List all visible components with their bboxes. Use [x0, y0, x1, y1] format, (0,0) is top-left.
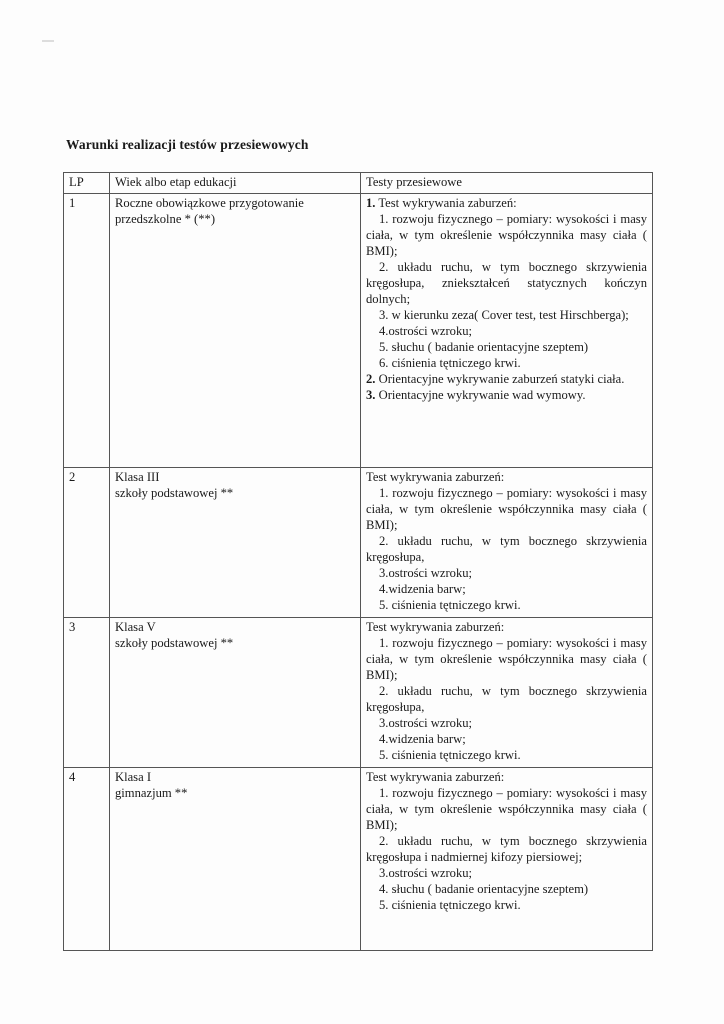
test-subitem: 5. ciśnienia tętniczego krwi.: [379, 598, 521, 612]
row-lp: 1: [64, 194, 110, 468]
test-subitem: 2. układu ruchu, w tym bocznego skrzywienia kręgosłupa,: [366, 534, 647, 564]
test-subitem: 1. rozwoju fizycznego – pomiary: wysokości i masy ciała, w tym określenie współczynnika masy ciała ( BMI);: [366, 636, 647, 682]
test-subitem: 2. układu ruchu, w tym bocznego skrzywienia kręgosłupa, zniekształceń statycznych kończyn dolnych;: [366, 260, 647, 306]
screening-tests-table: [63, 172, 653, 951]
document-title: Warunki realizacji testów przesiewowych: [66, 137, 309, 152]
row-tests: [361, 194, 653, 468]
row-age: Klasa V szkoły podstawowej **: [110, 618, 361, 768]
test-subitem: 5. słuchu ( badanie orientacyjne szeptem): [379, 340, 589, 354]
row-age: Roczne obowiązkowe przygotowanie przedszkolne * (**): [110, 194, 361, 468]
test-subitem: 2. układu ruchu, w tym bocznego skrzywienia kręgosłupa i nadmiernej kifozy piersiowej;: [366, 834, 647, 864]
table-row: [64, 768, 653, 951]
test-subitem: 4.widzenia barw;: [379, 732, 466, 746]
test-subitem: 6. ciśnienia tętniczego krwi.: [379, 356, 521, 370]
test-subitem: 4.ostrości wzroku;: [379, 324, 473, 338]
test-item: 3. Orientacyjne wykrywanie wad wymowy.: [366, 388, 586, 402]
test-subitem: 4.widzenia barw;: [379, 582, 466, 596]
test-item: 1. Test wykrywania zaburzeń:: [366, 196, 517, 210]
test-subitem: 1. rozwoju fizycznego – pomiary: wysokości i masy ciała, w tym określenie współczynnika masy ciała ( BMI);: [366, 486, 647, 532]
test-subitem: 5. ciśnienia tętniczego krwi.: [379, 898, 521, 912]
header-lp: LP: [64, 173, 110, 194]
test-item: 2. Orientacyjne wykrywanie zaburzeń statyki ciała.: [366, 372, 625, 386]
row-lp: 4: [64, 768, 110, 951]
header-age: Wiek albo etap edukacji: [110, 173, 361, 194]
table-row: [64, 618, 653, 768]
row-tests: [361, 618, 653, 768]
test-subitem: 3.ostrości wzroku;: [379, 716, 473, 730]
row-lp: 3: [64, 618, 110, 768]
test-subitem: 2. układu ruchu, w tym bocznego skrzywienia kręgosłupa,: [366, 684, 647, 714]
test-subitem: 3.ostrości wzroku;: [379, 566, 473, 580]
header-tests: Testy przesiewowe: [361, 173, 653, 194]
test-subitem: 1. rozwoju fizycznego – pomiary: wysokości i masy ciała, w tym określenie współczynnika masy ciała ( BMI);: [366, 212, 647, 258]
row-lp: 2: [64, 468, 110, 618]
table-row: [64, 468, 653, 618]
row-age: Klasa III szkoły podstawowej **: [110, 468, 361, 618]
test-subitem: 3. w kierunku zeza( Cover test, test Hirschberga);: [379, 308, 629, 322]
row-tests: [361, 768, 653, 951]
test-intro: Test wykrywania zaburzeń:: [366, 620, 505, 634]
test-intro: Test wykrywania zaburzeń:: [366, 770, 505, 784]
test-subitem: 3.ostrości wzroku;: [379, 866, 473, 880]
test-intro: Test wykrywania zaburzeń:: [366, 470, 505, 484]
test-subitem: 1. rozwoju fizycznego – pomiary: wysokości i masy ciała, w tym określenie współczynnika masy ciała ( BMI);: [366, 786, 647, 832]
row-age: Klasa I gimnazjum **: [110, 768, 361, 951]
scan-speck: [42, 40, 54, 42]
table-header-row: [64, 173, 653, 194]
table-row: [64, 194, 653, 468]
row-tests: [361, 468, 653, 618]
test-subitem: 5. ciśnienia tętniczego krwi.: [379, 748, 521, 762]
test-subitem: 4. słuchu ( badanie orientacyjne szeptem): [379, 882, 589, 896]
